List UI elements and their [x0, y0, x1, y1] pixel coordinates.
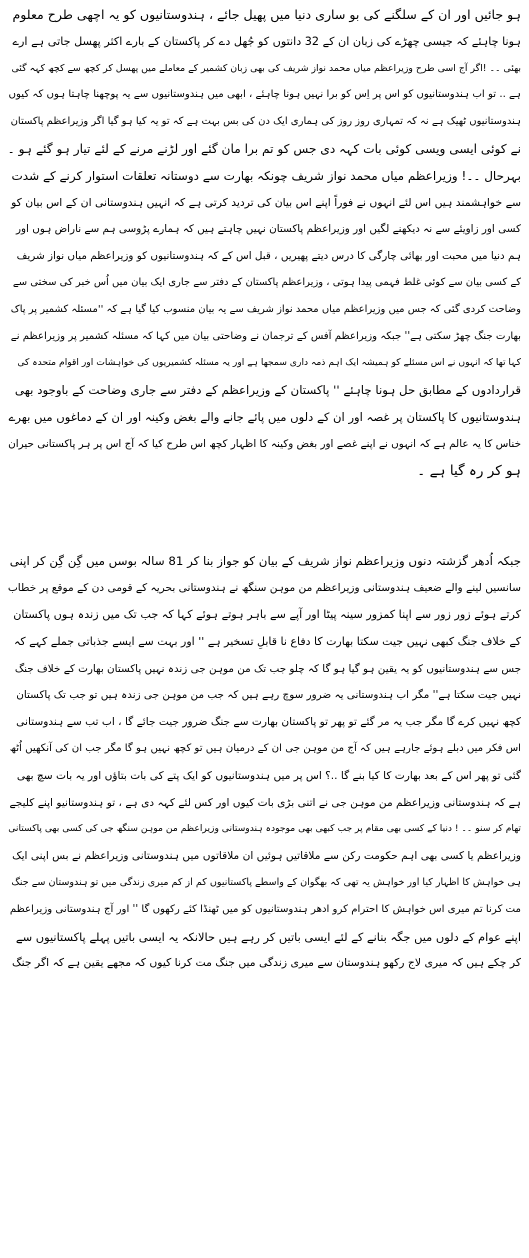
text-line: ہندوستانیوں کا پاکستان پر غصہ اور ان کے دلوں میں پائے جانے والے بغض وکینہ اور ان کے دماغوں میں بھرے	[8, 409, 521, 424]
text-line: سے خواہشمند ہیں اس لئے انہوں نے فوراً اپنے اس بیان کی تردید کرتی ہے کہ انہیں ہندوستانی ان کے اس بیان کو	[11, 195, 521, 209]
text-line: کے خلاف جنگ کبھی نہیں جیت سکتا بھارت کا دفاع نا قابلِ تسخیر ہے '' اور بہت سے ایسے جذباتی جملے کہے کہ	[13, 634, 521, 648]
text-line: ہونا چاہئے کہ جیسی چھڑے کی زبان ان کے 32 دانتوں کو جُھل دے کر پاکستان کے بارے اکثر پھسل جاتی ہے ارے	[12, 34, 521, 48]
text-line: نہیں جیت سکتا ہے'' مگر اب ہندوستانی یہ ضرور سوچ رہے ہیں کہ جب من موہن جی زندہ ہیں تو جب تک پاکستان	[16, 689, 521, 702]
text-line: ہو کر رہ گیا ہے ۔	[417, 462, 521, 479]
article-paragraph-2	[8, 163, 521, 485]
text-line: ہے کہ ہندوستانی وزیراعظم من موہن جی نے اتنی بڑی بات کیوں اور کس لئے کہہ دی ہے ، تو ہندوستانیو اپنے کلیجے	[9, 796, 521, 809]
text-line: قراردادوں کے مطابق حل ہونا چاہئے '' پاکستان کے وزیراعظم کے دفتر سے جاری وضاحت کے باوجود بھی	[14, 383, 521, 398]
text-line: وضاحت کردی گئی کہ جس میں وزیراعظم میاں محمد نواز شریف سے یہ بیان منسوب کیا گیا ہے کہ ''مسئلہ کشمیر پر پاک	[10, 303, 521, 315]
article-paragraph-1	[8, 0, 521, 163]
text-line: گئی تو پھر اس کے بعد بھارت کا کیا بنے گا ..؟ اس پر میں ہندوستانیوں کو ایک پتے کی بات بتاؤں اور یہ بات سچ بھی	[16, 769, 521, 782]
paragraph-spacer	[8, 484, 521, 548]
text-line: جس سے ہندوستانیوں کو یہ یقین ہو گیا ہو گا کہ چلو جب تک من موہن جی زندہ نہیں پاکستان بھارت کے خلاف جنگ	[14, 662, 521, 675]
article-paragraph-3	[8, 548, 521, 977]
text-line: خناس کا یہ عالم ہے کہ انہوں نے اپنے غصے اور بغض وکینہ کا اظہار کچھ اس طرح کیا کہ آج اس پر ہر پاکستانی حیران	[8, 437, 521, 450]
text-line: ہم دنیا میں محبت اور بھائی چارگی کا درس دیتے پھیریں ، قبل اس کے کہ ہندوستانیوں کو وزیراعظم میاں نواز شریف	[16, 250, 521, 263]
text-line: ہندوستانیوں ٹھیک ہے نہ کہ تمہاری روز روز کی ہماری ایک دن کی بس بہت ہے کہ تو یہ کیا ہو گیا اگر وزیراعظم پاکستان	[10, 116, 521, 128]
text-line: کہا تھا کہ انہوں نے اس مسئلے کو ہمیشہ ایک اہم ذمہ داری سمجھا ہے اور یہ مسئلہ کشمیریوں کی خواہشات اور اقوام متحدہ کی	[17, 357, 521, 369]
text-line: وزیراعظم یا کسی بھی اہم حکومت رکن سے ملاقاتیں ہوئیں ان ملاقاتوں میں ہندوستانی وزیراعظم نے بس اپنی ایک	[12, 850, 521, 863]
text-line: کرتے ہوئے زور زور سے اپنا کمزور سینہ پیٹا اور آپے سے باہر ہوتے ہوئے کہا کہ جب تک میں زندہ ہوں پاکستان	[13, 607, 521, 621]
text-line: کے کسی بیان سے کوئی غلط فہمی پیدا ہوتی ، وزیراعظم پاکستان کے دفتر سے جاری ایک بیان میں اُس خبر کی سختی سے	[12, 276, 521, 288]
text-line: اپنے عوام کے دلوں میں جگہ بنانے کے لئے ایسی باتیں کر رہے ہیں حالانکہ یہ ایسی باتیں پہلے پاکستانیوں سے	[15, 929, 521, 944]
text-line: مت کرنا تم میری اس خواہش کا احترام کرو ادھر ہندوستانیوں کو میں ٹھنڈا کئے رکھوں گا '' اور آج ہندوستانی وزیراعظم	[9, 903, 521, 915]
text-line: کچھ نہیں کرے گا مگر جب یہ مر گئے تو پھر تو پاکستان بھارت سے جنگ ضرور جیت جائے گا ، اب تب سے ہندوستانی	[16, 716, 521, 729]
text-line: کر چکے ہیں کہ میری لاج رکھو ہندوستان سے میری زندگی میں جنگ مت کرنا کیوں کہ مجھے یقین ہے کہ اگر جنگ	[12, 956, 521, 970]
text-line: بھارت جنگ چھڑ سکتی ہے'' جبکہ وزیراعظم آفس کے ترجمان نے وضاحتی بیان میں کہا کہ مسئلہ کشمیر پر وزیراعظم نے	[10, 330, 521, 342]
text-line: ہی خواہش کا اظہار کیا اور خواہش یہ تھی کہ بھگوان کے واسطے پاکستانیوں کم از کم میری زندگی میں تو ہندوستان سے جنگ	[11, 876, 521, 888]
text-line: اس فکر میں دبلے ہوئے جارہے ہیں کہ آج من موہن جی ان کے درمیان ہیں تو کچھ نہیں ہو گا مگر جب ان کی آنکھیں اُٹھ	[9, 742, 521, 754]
text-line: ہو جائیں اور ان کے سلگنے کی بو ساری دنیا میں پھیل جائے ، ہندوستانیوں کو یہ اچھی طرح معلوم	[12, 7, 521, 22]
text-line: جبکہ اُدھر گزشتہ دنوں وزیراعظم نواز شریف کے بیان کو جواز بنا کر 81 سالہ بوسں میں گِن گِن کر اپنی	[9, 554, 521, 569]
text-line: سانسیں لینے والے ضعیف ہندوستانی وزیراعظم من موہن سنگھ نے ہندوستانی بحریہ کے قومی دن کے موقع پر خطاب	[8, 582, 521, 595]
text-line: تھام کر سنو ۔۔ ! دنیا کے کسی بھی مقام پر جب کبھی بھی موجودہ ہندوستانی وزیراعظم من موہن سنگھ جی کی کسی بھی پاکستانی	[8, 823, 521, 835]
text-line: نے کوئی ایسی ویسی کوئی بات کہہ دی جس کو تم برا مان گئے اور لڑنے مرنے کے لئے تیار ہو گئے ہو ۔	[8, 141, 521, 156]
text-line: بھئی ۔۔ !اگر آج اسی طرح وزیراعظم میاں محمد نواز شریف کی بھی زبان کشمیر کے معاملے میں پھسل کر کچھ سے کچھ کہہ گئی	[11, 62, 521, 74]
text-line: کسی اور زاویئے سے نہ دیکھنے لگیں اور وزیراعظم پاکستان نہیں چاہتے ہیں کہ ہمارے پڑوسی ہم سے ناراض ہوں اور	[15, 223, 521, 236]
text-line: ہے .. تو اب ہندوستانیوں کو اس پر اِس کو برا نہیں ہونا چاہئے ، ابھی میں ہندوستانیوں سے یہ پوچھنا چاہتا ہوں کہ کیوں	[8, 89, 521, 101]
text-line: بہرحال ۔۔! وزیراعظم میاں محمد نواز شریف چونکہ بھارت سے دوستانہ تعلقات استوار کرنے کے شدت	[11, 168, 521, 183]
